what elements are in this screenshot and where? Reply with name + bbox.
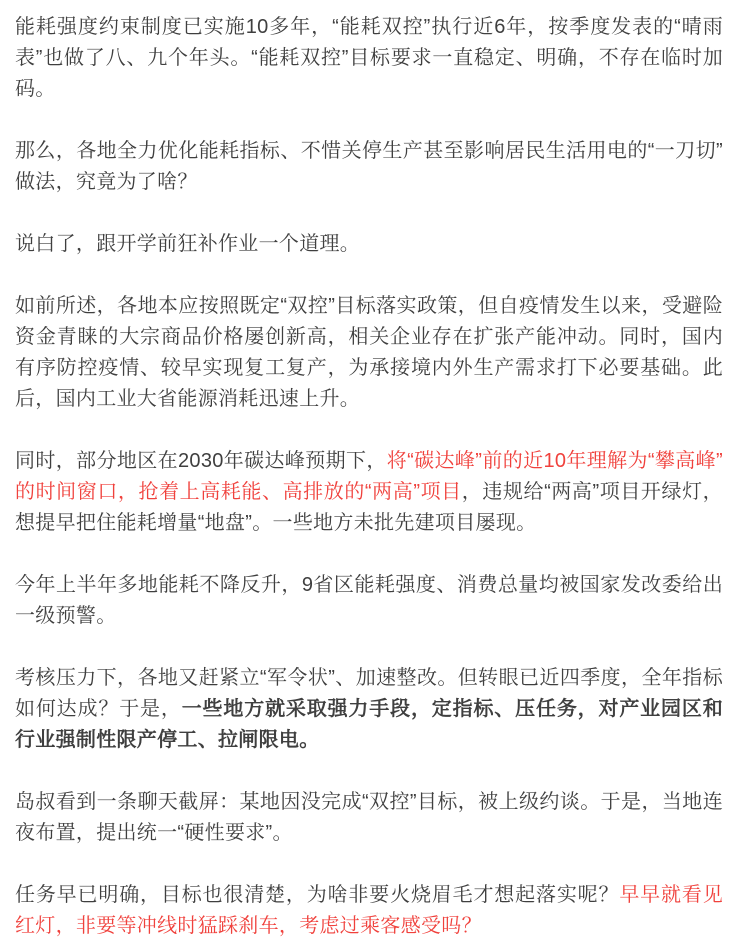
body-text-run: 同时，部分地区在2030年碳达峰预期下， (15, 450, 387, 472)
paragraph (15, 663, 723, 756)
body-text-run: 如前所述，各地本应按照既定“双控”目标落实政策，但自疫情发生以来，受避险资金青睐的大宗商品价格屡创新高，相关企业存在扩张产能冲动。同时，国内有序防控疫情、较早实现复工复产，为承接境内外生产需求打下必要基础。此后，国内工业大省能源消耗迅速上升。 (15, 295, 723, 410)
body-text-run: 能耗强度约束制度已实施10多年，“能耗双控”执行近6年，按季度发表的“晴雨表”也做了八、九个年头。“能耗双控”目标要求一直稳定、明确，不存在临时加码。 (15, 16, 723, 100)
body-text-run: 说白了，跟开学前狂补作业一个道理。 (15, 233, 361, 255)
paragraph (15, 136, 723, 198)
paragraph (15, 570, 723, 632)
paragraph (15, 12, 723, 105)
body-text-run: 那么，各地全力优化能耗指标、不惜关停生产甚至影响居民生活用电的“一刀切”做法，究竟为了啥？ (15, 140, 723, 193)
paragraph (15, 291, 723, 415)
paragraph (15, 787, 723, 849)
body-text-run: 考核压力下，各地又赶紧立“军令状”、加速整改。但转眼已近四季度，全年指标如何达成？于是， (15, 667, 723, 720)
body-text-run: 任务早已明确，目标也很清楚，为啥非要火烧眉毛才想起落实呢？ (15, 884, 620, 906)
paragraph (15, 446, 723, 539)
paragraph (15, 880, 723, 942)
paragraph (15, 229, 723, 260)
red-emphasis-text: 早早就看见红灯，非要等冲线时猛踩刹车，考虑过乘客感受吗？ (15, 884, 724, 937)
bold-emphasis-text: 一些地方就采取强力手段，定指标、压任务，对产业园区和行业强制性限产停工、拉闸限电。 (15, 698, 723, 751)
body-text-run: ，违规给“两高”项目开绿灯，想提早把住能耗增量“地盘”。一些地方未批先建项目屡现。 (15, 481, 723, 534)
body-text-run: 岛叔看到一条聊天截屏：某地因没完成“双控”目标，被上级约谈。于是，当地连夜布置，提出统一“硬性要求”。 (15, 791, 723, 844)
red-emphasis-text: 将“碳达峰”前的近10年理解为“攀高峰”的时间窗口，抢着上高耗能、高排放的“两高”项目 (15, 450, 723, 503)
body-text-run: 今年上半年多地能耗不降反升，9省区能耗强度、消费总量均被国家发改委给出一级预警。 (15, 574, 723, 627)
